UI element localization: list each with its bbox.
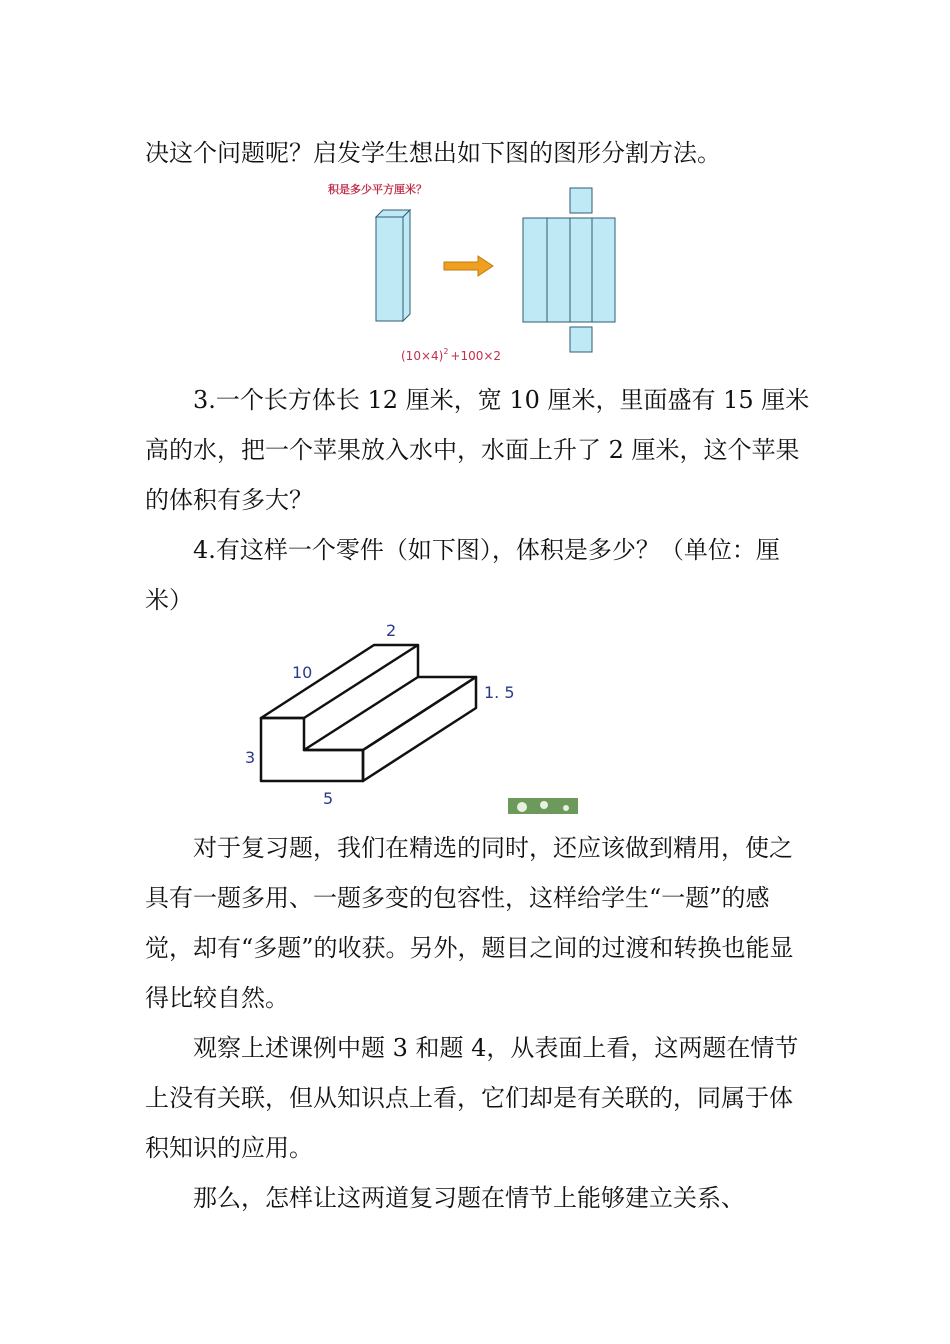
paragraph-observation: 观察上述课例中题 3 和题 4，从表面上看，这两题在情节上没有关联，但从知识点上看，它们却是有关联的，同属于体积知识的应用。 (145, 1034, 799, 1162)
label-height: 3 (245, 748, 256, 767)
prism-split-figure (318, 180, 636, 366)
figure1-formula: $(10\times 4)^2 +100\times 2$ (401, 347, 502, 363)
rectangular-prism (376, 210, 410, 321)
paragraph-review-questions: 对于复习题，我们在精选的同时，还应该做到精用，使之具有一题多用、一题多变的包容性，这样给学生“一题”的感觉，却有“多题”的收获。另外，题目之间的过渡和转换也能显得比较自然。 (145, 834, 794, 1012)
figure1-caption: 积是多少平方厘米？ (328, 183, 427, 196)
unfolded-net (523, 188, 615, 352)
label-depth: 10 (292, 663, 313, 682)
right-arrow-icon (444, 256, 493, 276)
question-4: 4.有这样一个零件（如下图），体积是多少？（单位：厘米） (145, 536, 780, 614)
paragraph-continuation: 决这个问题呢？启发学生想出如下图的图形分割方法。 (145, 139, 721, 167)
label-width: 5 (323, 789, 334, 808)
paragraph-question: 那么，怎样让这两道复习题在情节上能够建立关系、 (193, 1184, 745, 1212)
label-top-width: 2 (386, 621, 397, 640)
label-step-height: 1. 5 (484, 683, 515, 702)
question-3: 3.一个长方体长 12 厘米，宽 10 厘米，里面盛有 15 厘米高的水，把一个苹果放入水中，水面上升了 2 厘米，这个苹果的体积有多大？ (145, 386, 810, 514)
l-shaped-part-figure (226, 616, 580, 816)
decoration-tab (508, 798, 578, 814)
